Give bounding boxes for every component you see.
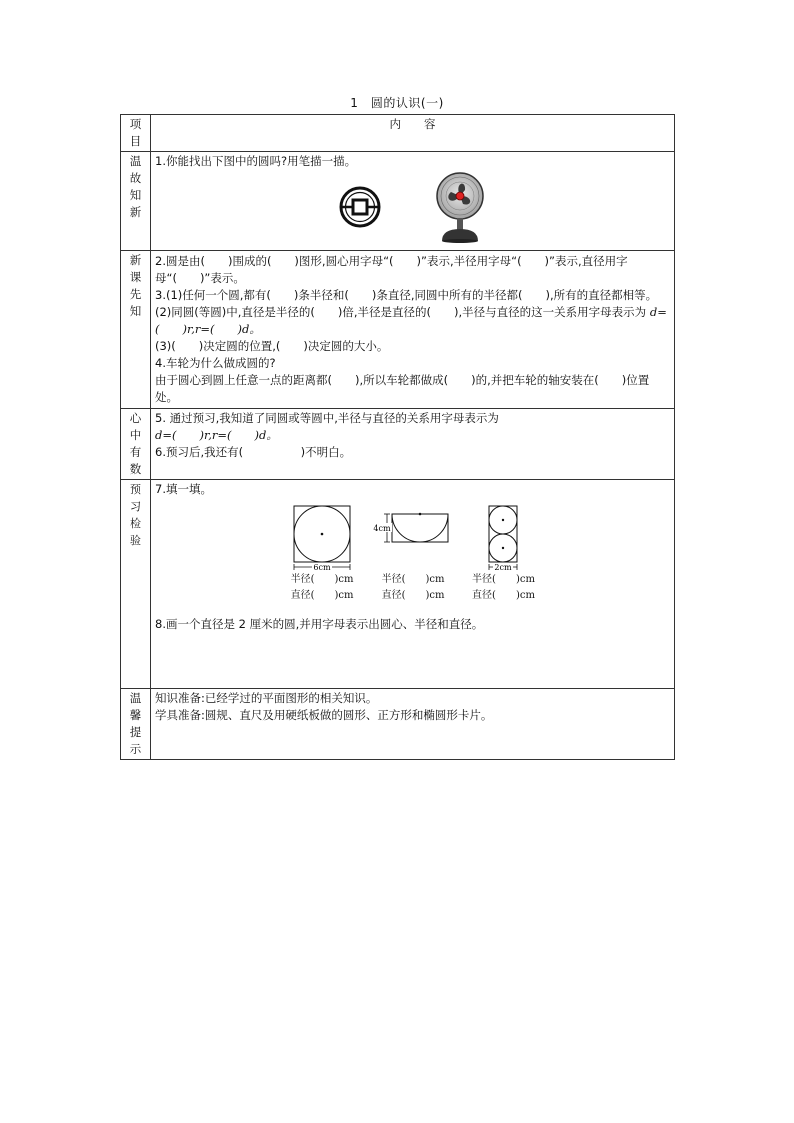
preview-label-char-1: 预	[130, 483, 141, 496]
preview-label	[121, 480, 151, 689]
question-4: 4.车轮为什么做成圆的?	[155, 356, 276, 370]
figure-2-diameter: 直径( )cm	[381, 590, 445, 601]
mind-row	[121, 409, 675, 480]
review-row	[121, 152, 675, 251]
coin-icon[interactable]	[338, 185, 382, 229]
question-5: 5. 通过预习,我知道了同圆或等圆中,半径与直径的关系用字母表示为	[155, 411, 499, 425]
question-8: 8.画一个直径是 2 厘米的圆,并用字母表示出圆心、半径和直径。	[155, 617, 484, 631]
question-3-2	[155, 304, 670, 338]
tips-row	[121, 689, 675, 760]
question-4-answer: 由于圆心到圆上任意一点的距离都( ),所以车轮都做成( )的,并把车轮的轴安装在( )位置处。	[155, 373, 650, 404]
figure-2-dimension: 4cm	[373, 524, 391, 533]
question-7-figures	[155, 504, 670, 604]
question-3-1: 3.(1)任何一个圆,都有( )条半径和( )条直径,同圆中所有的半径都( ),所有的直径都相等。	[155, 288, 658, 302]
electric-fan-icon[interactable]	[432, 171, 488, 243]
figure-3-dimension: 2cm	[494, 563, 513, 572]
figure-3-radius: 半径( )cm	[472, 574, 535, 585]
question-2: 2.圆是由( )围成的( )图形,圆心用字母“( )”表示,半径用字母“( )”表示,直径用字母“( )”表示。	[155, 254, 628, 285]
question-7: 7.填一填。	[155, 482, 212, 496]
tips-label	[121, 689, 151, 760]
figure-1-dimension: 6cm	[313, 563, 331, 572]
figure-3-diameter: 直径( )cm	[472, 590, 535, 601]
preview-row	[121, 480, 675, 689]
tips-content	[151, 689, 675, 760]
preview-content	[151, 480, 675, 689]
square-circle-diagram	[290, 504, 354, 572]
figure-two-circles	[472, 504, 535, 604]
header-content: 内 容	[151, 115, 675, 152]
tips-tools: 学具准备:圆规、直尺及用硬纸板做的圆形、正方形和椭圆形卡片。	[155, 708, 493, 722]
question-6: 6.预习后,我还有( )不明白。	[155, 445, 352, 459]
review-label	[121, 152, 151, 251]
header-row	[121, 115, 675, 152]
review-content	[151, 152, 675, 251]
two-circles-rectangle-diagram	[475, 504, 531, 572]
tips-label-line2: 提示	[129, 725, 142, 756]
preview-label-char-2: 习	[130, 500, 141, 513]
question-3-2-text: (2)同圆(等圆)中,直径是半径的( )倍,半径是直径的( ),半径与直径的这一关系用字母表示为	[155, 305, 647, 319]
review-label-line1: 温故	[129, 154, 142, 185]
figure-1-diameter: 直径( )cm	[290, 590, 354, 601]
preview-label-char-4: 验	[130, 534, 141, 547]
figure-2-radius: 半径( )cm	[381, 574, 445, 585]
review-label-line2: 知新	[129, 188, 142, 219]
question-3-3: (3)( )决定圆的位置,( )决定圆的大小。	[155, 339, 389, 353]
header-label: 项目	[121, 115, 151, 152]
new-lesson-content	[151, 251, 675, 409]
review-pictures	[155, 170, 670, 244]
worksheet-table	[120, 114, 675, 760]
question-1: 1.你能找出下图中的圆吗?用笔描一描。	[155, 154, 357, 168]
preview-label-text	[129, 481, 143, 549]
tips-label-line1: 温馨	[129, 691, 142, 722]
figure-square-circle	[290, 504, 354, 604]
new-lesson-label	[121, 251, 151, 409]
question-3-2-formula: d=( )r,r=( )d。	[155, 305, 667, 336]
semicircle-rectangle-diagram	[372, 504, 454, 572]
mind-label-line2: 有数	[129, 445, 142, 476]
mind-label-line1: 心中	[129, 411, 142, 442]
new-lesson-row	[121, 251, 675, 409]
question-5-formula: d=( )r,r=( )d。	[155, 428, 278, 442]
new-lesson-label-line1: 新课	[129, 253, 142, 284]
mind-content	[151, 409, 675, 480]
figure-1-radius: 半径( )cm	[290, 574, 354, 585]
figure-semicircle	[372, 504, 454, 604]
page-title: 1 圆的认识(一)	[350, 96, 444, 110]
preview-label-char-3: 检	[130, 517, 141, 530]
mind-label	[121, 409, 151, 480]
new-lesson-label-line2: 先知	[129, 287, 142, 318]
tips-knowledge: 知识准备:已经学过的平面图形的相关知识。	[155, 691, 378, 705]
